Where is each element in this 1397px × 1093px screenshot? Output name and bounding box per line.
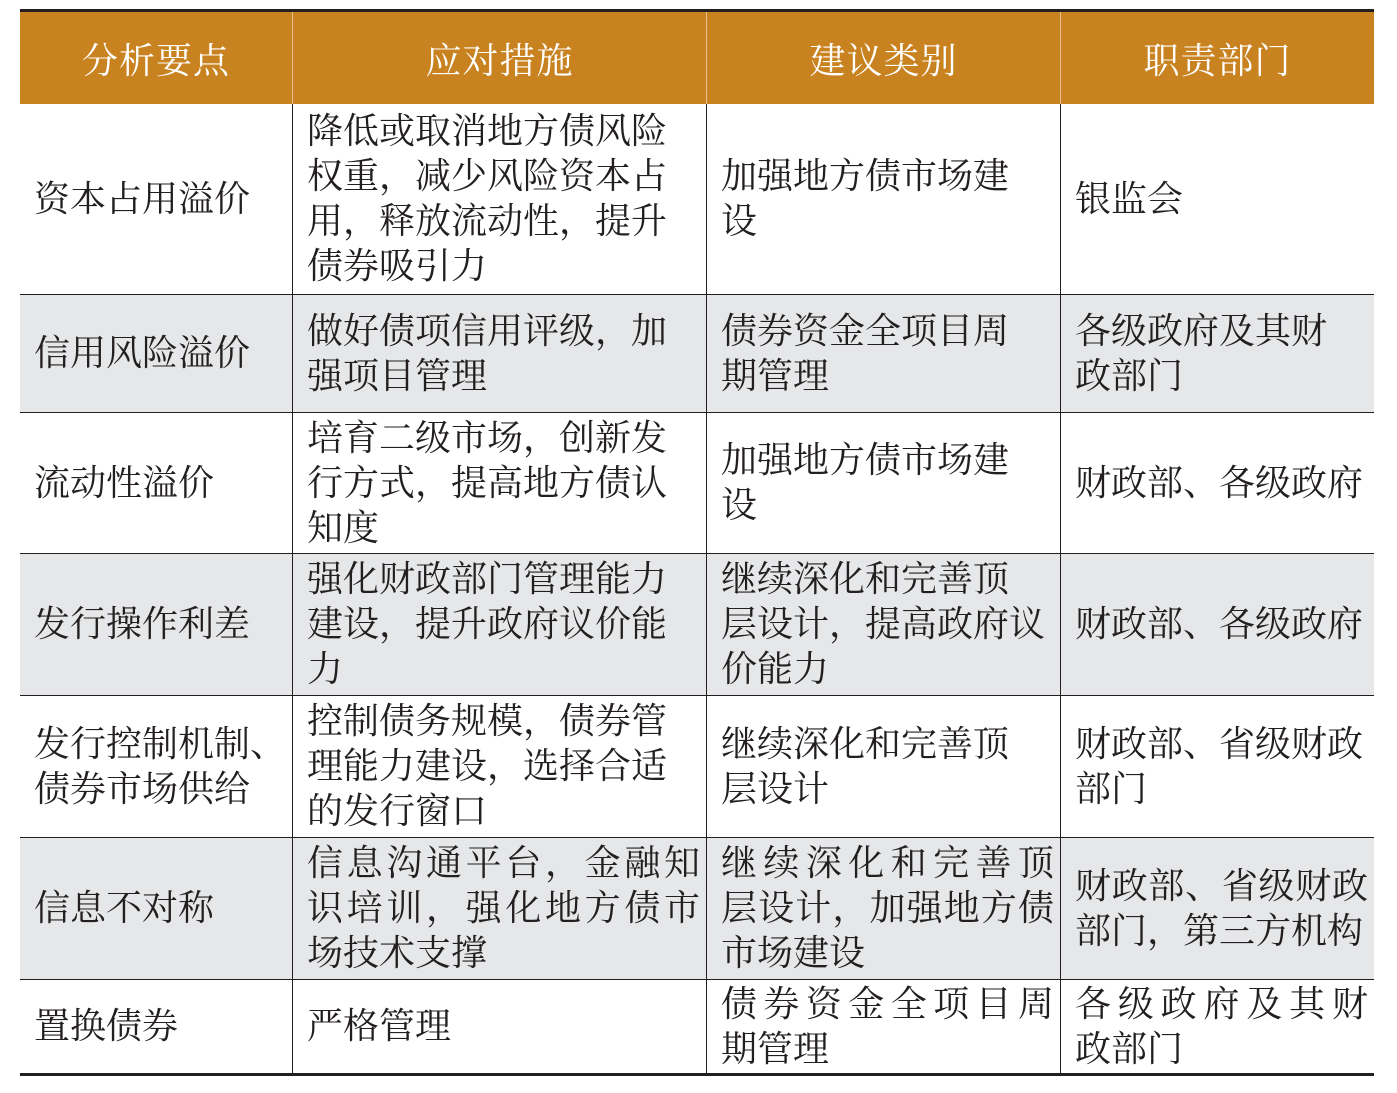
suggestion-category-cell [706,980,1060,1073]
cell-text-line: 知度 [307,507,380,549]
cell-text-line: 价能力 [721,649,830,690]
cell-text-line: 严格管理 [307,1006,452,1047]
cell-text-line: 继续深化和完善顶 [721,559,1010,600]
suggestion-category-cell [706,413,1060,553]
header-responsible-department: 职责部门 [1060,12,1374,104]
cell-text-line: 强项目管理 [307,355,488,397]
cell-text-line: 资本占用溢价 [34,178,251,220]
countermeasure-cell [292,413,706,553]
cell-text-line: 政部门 [1075,355,1184,397]
suggestion-category-cell [706,104,1060,294]
analysis-point-cell [20,696,292,837]
cell-text-line: 建设，提升政府议价能 [307,604,668,645]
countermeasure-cell [292,295,706,412]
cell-text-line: 控制债务规模，债券管 [307,701,668,742]
table-row [20,104,1374,294]
countermeasure-cell [292,104,706,294]
cell-text-line: 财政部、省级财政 [1075,723,1364,765]
cell-text-line: 债券资金全项目周 [721,310,1010,352]
cell-text-line: 债券吸引力 [307,246,488,287]
cell-text-line: 降低或取消地方债风险 [307,111,668,152]
responsible-department-cell [1060,838,1374,979]
cell-text-line: 财政部、省级财政 [1075,865,1368,907]
countermeasure-cell [292,696,706,837]
analysis-point-cell [20,413,292,553]
cell-text-line: 培育二级市场，创新发 [307,417,668,459]
cell-text-line: 信用风险溢价 [34,333,251,374]
cell-text-line: 信息沟通平台，金融知 [307,843,700,884]
analysis-point-cell [20,104,292,294]
cell-text-line: 市场建设 [721,933,866,974]
countermeasure-cell [292,554,706,695]
analysis-point-cell [20,838,292,979]
cell-text-line: 信息不对称 [34,888,215,929]
cell-text-line: 各级政府及其财 [1075,310,1328,352]
cell-text-line: 发行控制机制、 [34,723,287,765]
cell-text-line: 置换债券 [34,1006,179,1047]
cell-text-line: 各级政府及其财 [1075,983,1368,1025]
policy-table [20,9,1374,1076]
cell-text-line: 层设计 [721,768,830,810]
header-countermeasure: 应对措施 [292,12,706,104]
cell-text-line: 加强地方债市场建 [721,156,1010,197]
cell-text-line: 加强地方债市场建 [721,440,1010,481]
cell-text-line: 银监会 [1075,178,1184,220]
table-row [20,979,1374,1073]
analysis-point-cell [20,554,292,695]
table-row [20,695,1374,837]
analysis-point-cell [20,980,292,1073]
cell-text-line: 力 [307,649,344,690]
suggestion-category-cell [706,696,1060,837]
table-row [20,837,1374,979]
cell-text-line: 权重，减少风险资本占 [307,156,668,197]
cell-text-line: 财政部、各级政府 [1075,604,1364,645]
cell-text-line: 识培训，强化地方债市 [307,888,700,929]
cell-text-line: 财政部、各级政府 [1075,462,1364,504]
suggestion-category-cell [706,838,1060,979]
table-row [20,553,1374,695]
cell-text-line: 继续深化和完善顶 [721,723,1010,765]
countermeasure-cell [292,838,706,979]
header-suggestion-category: 建议类别 [706,12,1060,104]
cell-text-line: 流动性溢价 [34,462,215,504]
table-row [20,412,1374,553]
table-header-row [20,12,1374,104]
responsible-department-cell [1060,980,1374,1073]
responsible-department-cell [1060,554,1374,695]
suggestion-category-cell [706,554,1060,695]
cell-text-line: 用，释放流动性，提升 [307,201,668,242]
cell-text-line: 设 [721,201,758,242]
table-body [20,104,1374,1073]
cell-text-line: 继续深化和完善顶 [721,843,1054,884]
table-row [20,294,1374,412]
header-analysis-point: 分析要点 [81,40,230,82]
cell-text-line: 强化财政部门管理能力 [307,559,668,600]
cell-text-line: 行方式，提高地方债认 [307,462,668,504]
cell-text-line: 层设计，加强地方债 [721,888,1054,929]
responsible-department-cell [1060,413,1374,553]
cell-text-line: 部门，第三方机构 [1075,910,1364,952]
cell-text-line: 理能力建设，选择合适 [307,746,668,787]
cell-text-line: 做好债项信用评级，加 [307,310,668,352]
cell-text-line: 期管理 [721,1028,830,1070]
cell-text-line: 债券市场供给 [34,768,251,810]
cell-text-line: 期管理 [721,355,830,397]
suggestion-category-cell [706,295,1060,412]
cell-text-line: 发行操作利差 [34,604,251,645]
analysis-point-cell [20,295,292,412]
cell-text-line: 的发行窗口 [307,791,488,832]
cell-text-line: 设 [721,485,758,526]
cell-text-line: 层设计，提高政府议 [721,604,1046,645]
responsible-department-cell [1060,104,1374,294]
cell-text-line: 场技术支撑 [307,933,488,974]
cell-text-line: 部门 [1075,768,1148,810]
cell-text-line: 政部门 [1075,1028,1184,1070]
responsible-department-cell [1060,295,1374,412]
countermeasure-cell [292,980,706,1073]
cell-text-line: 债券资金全项目周 [721,983,1054,1025]
responsible-department-cell [1060,696,1374,837]
